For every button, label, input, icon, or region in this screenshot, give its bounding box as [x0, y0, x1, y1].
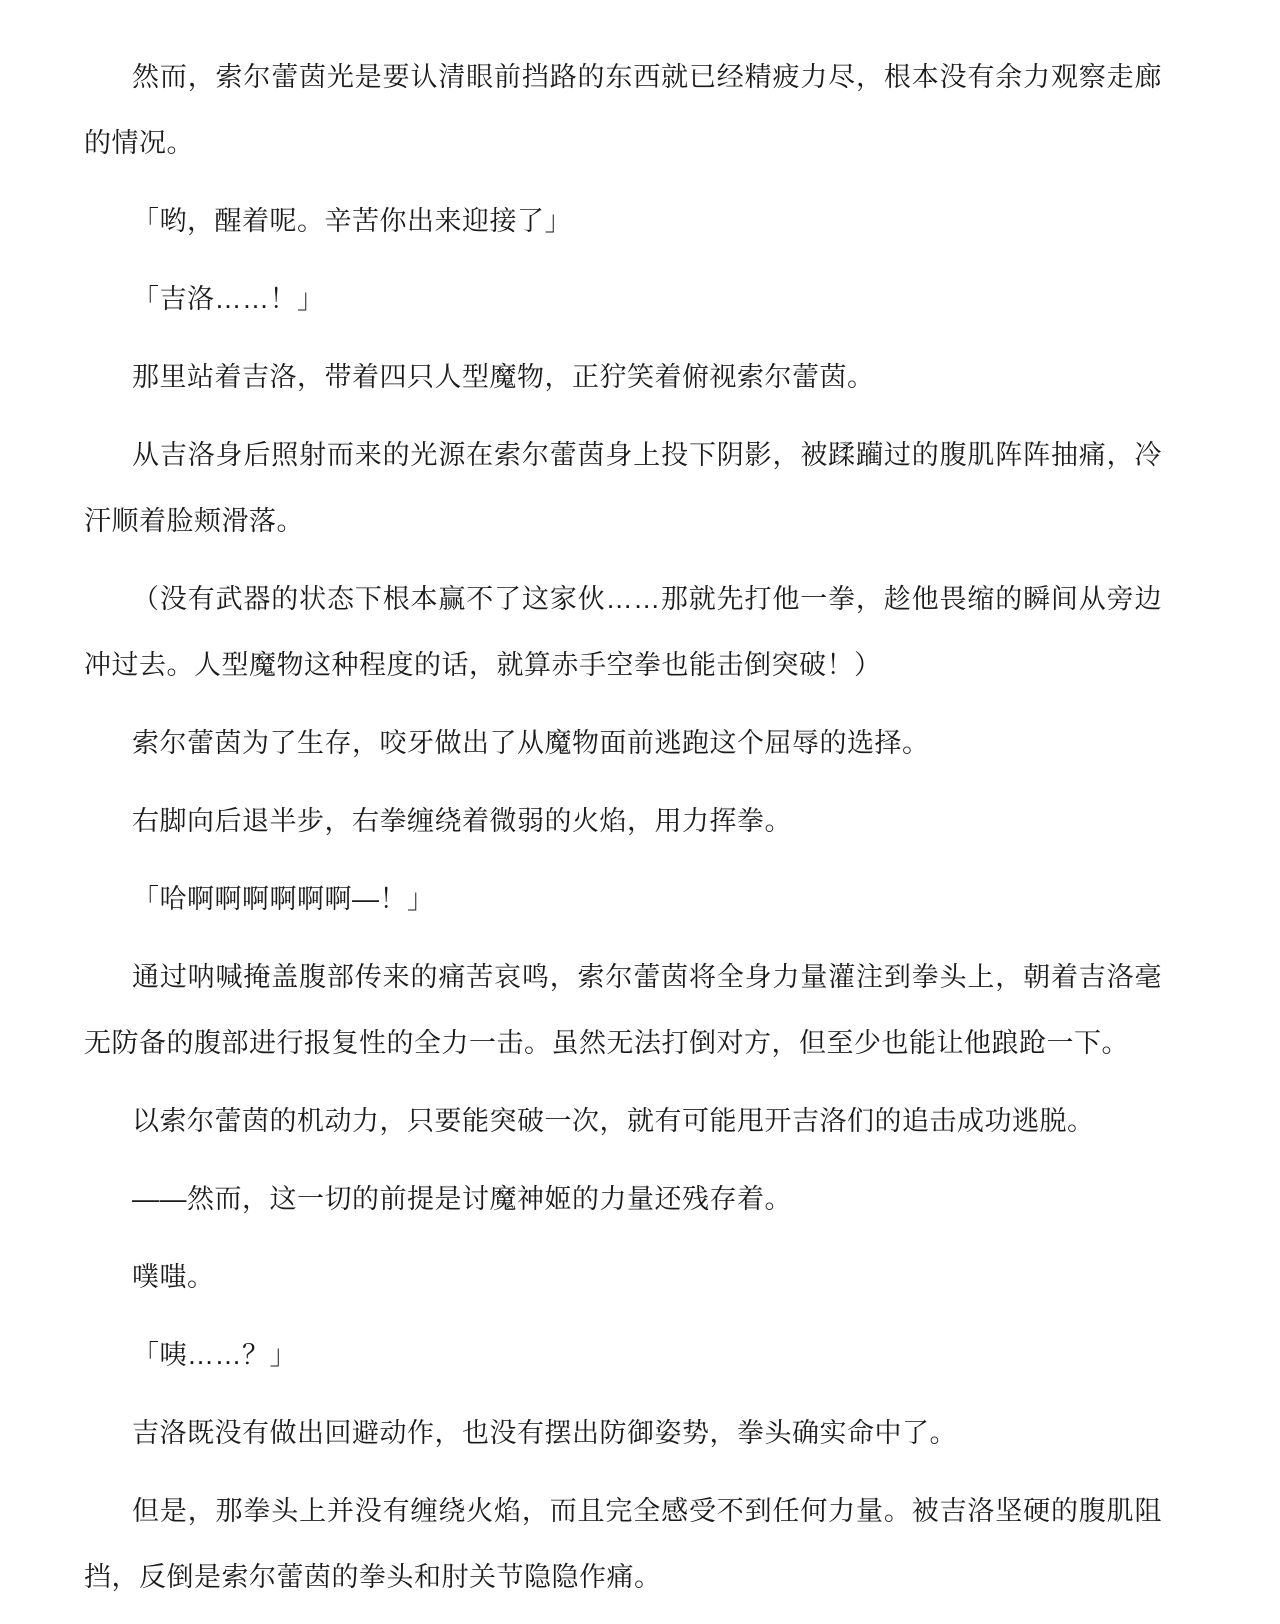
paragraph-narration: 那里站着吉洛，带着四只人型魔物，正狞笑着俯视索尔蕾茵。	[132, 362, 875, 392]
paragraph-narration: 但是，那拳头上并没有缠绕火焰，而且完全感受不到任何力量。被吉洛坚硬的腹肌阻挡，反倒是索尔蕾茵的拳头和肘关节隐隐作痛。	[84, 1496, 1162, 1592]
paragraph-narration: 索尔蕾茵为了生存，咬牙做出了从魔物面前逃跑这个屈辱的选择。	[132, 728, 930, 758]
paragraph-dialogue: 「哟，醒着呢。辛苦你出来迎接了」	[132, 206, 572, 236]
paragraph-dialogue: 「吉洛……！」	[132, 284, 325, 314]
paragraph-dialogue: 「哈啊啊啊啊啊啊—！」	[132, 884, 435, 914]
paragraph-narration: 右脚向后退半步，右拳缠绕着微弱的火焰，用力挥拳。	[132, 806, 792, 836]
paragraph-sound-effect: 噗嗤。	[132, 1262, 215, 1292]
paragraph-narration: ——然而，这一切的前提是讨魔神姬的力量还残存着。	[132, 1184, 792, 1214]
paragraph-narration: 从吉洛身后照射而来的光源在索尔蕾茵身上投下阴影，被蹂躏过的腹肌阵阵抽痛，冷汗顺着脸颊滑落。	[84, 440, 1162, 536]
paragraph-narration: 吉洛既没有做出回避动作，也没有摆出防御姿势，拳头确实命中了。	[132, 1418, 957, 1448]
paragraph-inner-thought: （没有武器的状态下根本赢不了这家伙……那就先打他一拳，趁他畏缩的瞬间从旁边冲过去。人型魔物这种程度的话，就算赤手空拳也能击倒突破！）	[84, 584, 1162, 680]
paragraph-narration: 通过呐喊掩盖腹部传来的痛苦哀鸣，索尔蕾茵将全身力量灌注到拳头上，朝着吉洛毫无防备的腹部进行报复性的全力一击。虽然无法打倒对方，但至少也能让他踉跄一下。	[84, 962, 1162, 1058]
paragraph-dialogue: 「咦……？」	[132, 1340, 297, 1370]
paragraph-narration: 然而，索尔蕾茵光是要认清眼前挡路的东西就已经精疲力尽，根本没有余力观察走廊的情况。	[84, 62, 1162, 158]
paragraph-narration: 以索尔蕾茵的机动力，只要能突破一次，就有可能甩开吉洛们的追击成功逃脱。	[132, 1106, 1095, 1136]
